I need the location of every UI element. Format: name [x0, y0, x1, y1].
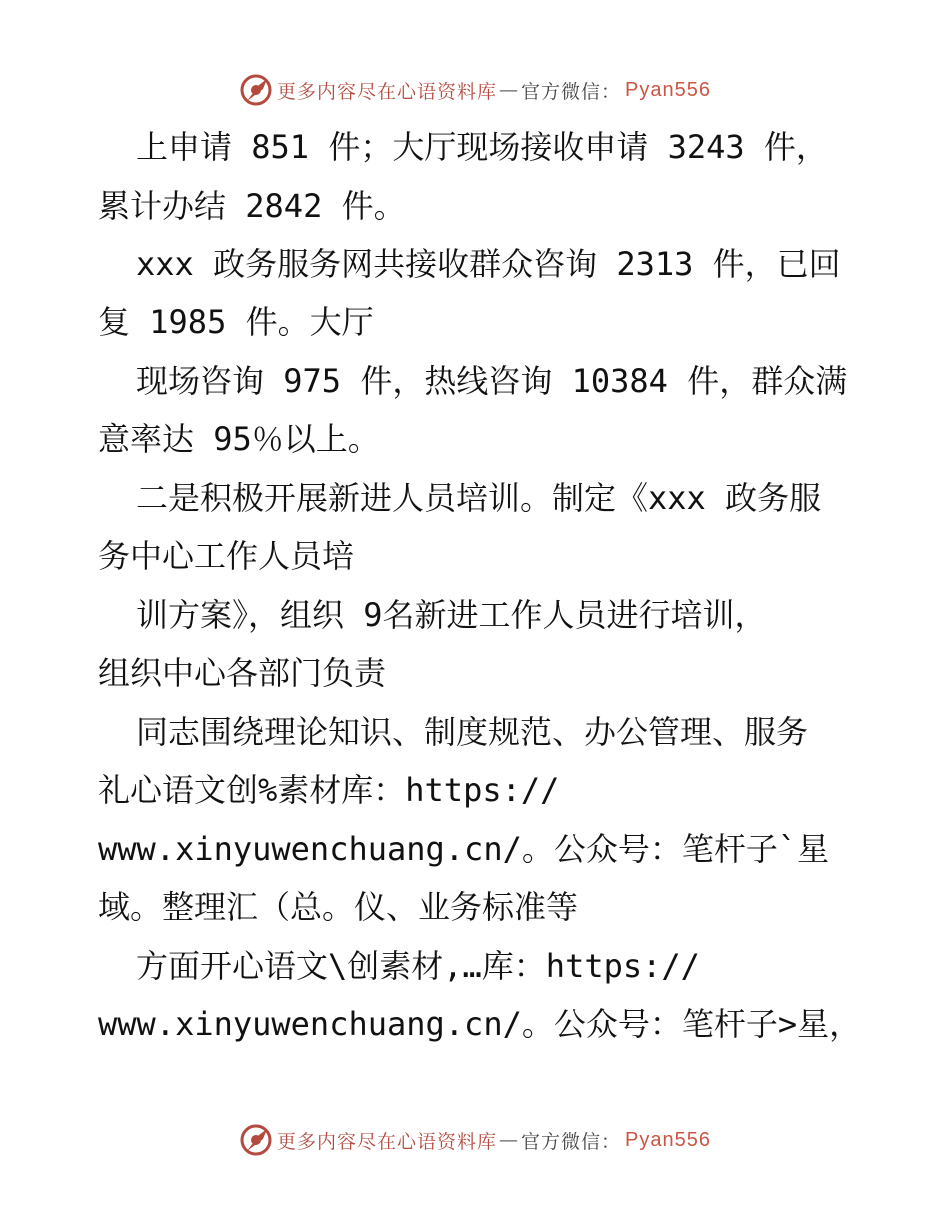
- footer-wechat-id: Pyan556: [625, 1128, 711, 1151]
- text-line: 域。整理汇（总。仪、业务标准等: [98, 888, 579, 926]
- text-line: 现场咨询 975 件，热线咨询 10384 件，群众满: [136, 362, 848, 400]
- text-line: 意率达 95％以上。: [98, 420, 380, 458]
- text-line: www.xinyuwenchuang.cn/。公众号：笔杆子>星，: [98, 1005, 862, 1043]
- text-line: 二是积极开展新进人员培训。制定《xxx 政务服: [136, 479, 822, 517]
- text-line: xxx 政务服务网共接收群众咨询 2313 件，已回: [136, 245, 841, 283]
- footer-banner: [0, 1120, 950, 1160]
- footer-wechat-label: 官方微信：: [521, 1130, 622, 1153]
- footer-dash: —: [499, 1129, 520, 1151]
- header-wechat-label: 官方微信：: [521, 80, 622, 103]
- text-line: 训方案》，组织 9名新进工作人员进行培训，: [136, 596, 767, 634]
- header-banner: [0, 70, 950, 110]
- quill-logo-icon: [239, 1123, 273, 1157]
- text-line: 复 1985 件。大厅: [98, 303, 374, 341]
- text-line: 礼心语文创%素材库：https://: [98, 771, 560, 809]
- header-wechat-id: Pyan556: [625, 78, 711, 101]
- text-line: 组织中心各部门负责: [98, 654, 387, 692]
- footer-text: 更多内容尽在心语资料库: [277, 1130, 498, 1153]
- text-line: 上申请 851 件；大厅现场接收申请 3243 件，: [136, 128, 828, 166]
- header-text: 更多内容尽在心语资料库: [277, 80, 498, 103]
- text-line: 同志围绕理论知识、制度规范、办公管理、服务: [136, 713, 809, 751]
- quill-logo-icon: [239, 73, 273, 107]
- header-dash: —: [499, 79, 520, 101]
- text-line: www.xinyuwenchuang.cn/。公众号：笔杆子`星: [98, 830, 830, 868]
- text-line: 累计办结 2842 件。: [98, 187, 406, 225]
- text-line: 方面开心语文\创素材,…库：https://: [136, 947, 700, 985]
- text-line: 务中心工作人员培: [98, 537, 355, 575]
